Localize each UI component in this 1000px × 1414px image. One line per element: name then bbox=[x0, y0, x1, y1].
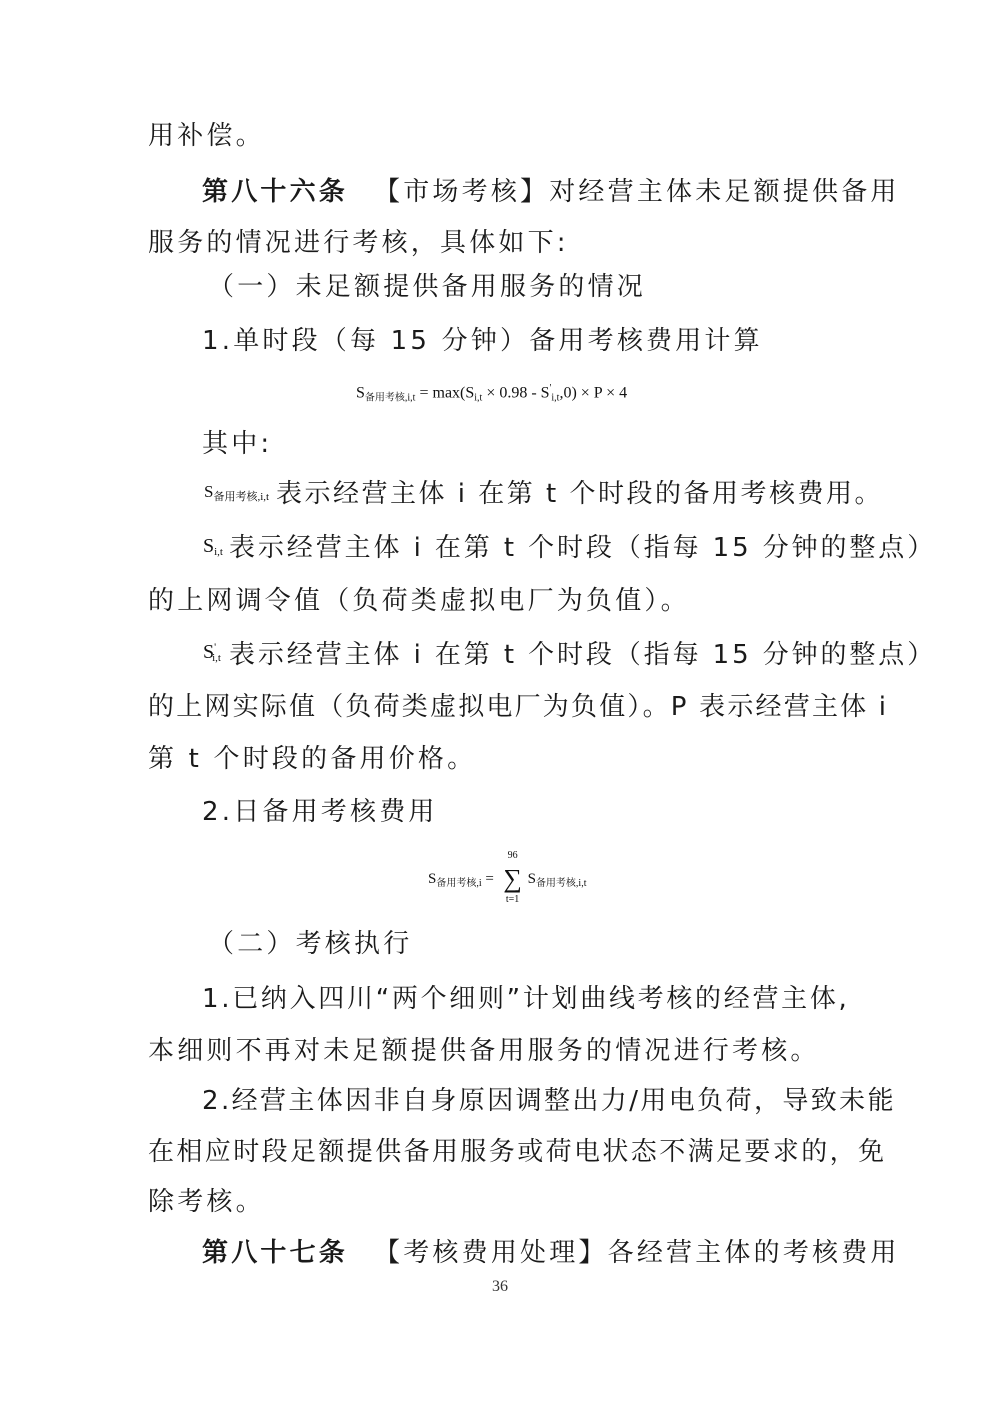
article-86-title: 第八十六条 bbox=[202, 177, 349, 207]
symbol-s-it: $S_{i,t}$ bbox=[203, 535, 223, 558]
paragraph-line: 的上网调令值（负荷类虚拟电厂为负值）。 bbox=[148, 586, 690, 616]
article-87-title: 第八十七条 bbox=[202, 1238, 349, 1268]
paragraph-line: 第 t 个时段的备用价格。 bbox=[148, 744, 477, 774]
section-heading-2: （二）考核执行 bbox=[208, 929, 413, 959]
formula-single-period: $S_{备用考核,i,t} = \max(S_{i,t} \times 0.98 - S'_{i,t},0) \times P \times 4$ bbox=[356, 383, 628, 404]
paragraph-line: 2.经营主体因非自身原因调整出力/用电负荷，导致未能 bbox=[202, 1086, 896, 1116]
paragraph-line: 表示经营主体 i 在第 t 个时段（指每 15 分钟的整点） bbox=[229, 533, 937, 563]
article-87-tag: 【考核费用处理】 bbox=[374, 1238, 608, 1268]
page-number: 36 bbox=[492, 1278, 508, 1295]
paragraph-line: 的上网实际值（负荷类虚拟电厂为负值）。P 表示经营主体 i bbox=[148, 692, 889, 722]
subsection-heading: 1.单时段（每 15 分钟）备用考核费用计算 bbox=[202, 326, 763, 356]
article-86-line: 第八十六条 【市场考核】对经营主体未足额提供备用 bbox=[202, 177, 900, 207]
symbol-s-it-actual: $S'_{i,t}$ bbox=[203, 641, 221, 664]
article-86-tag: 【市场考核】 bbox=[374, 177, 550, 207]
paragraph-line: 表示经营主体 i 在第 t 个时段（指每 15 分钟的整点） bbox=[229, 640, 937, 670]
article-87-line: 第八十七条 【考核费用处理】各经营主体的考核费用 bbox=[202, 1238, 900, 1268]
formula-daily: $S_{备用考核,i}$ = 96 ∑ t=1 $S_{备用考核,i,t}$ bbox=[428, 850, 587, 905]
summation-symbol: 96 ∑ t=1 bbox=[503, 850, 522, 905]
paragraph-line: 其中: bbox=[202, 429, 273, 459]
paragraph-line: 用补偿。 bbox=[148, 121, 265, 151]
section-heading-1: （一）未足额提供备用服务的情况 bbox=[208, 272, 647, 302]
paragraph-line: 在相应时段足额提供备用服务或荷电状态不满足要求的，免 bbox=[148, 1137, 887, 1167]
paragraph-line: 表示经营主体 i 在第 t 个时段的备用考核费用。 bbox=[276, 479, 883, 509]
paragraph-line: 除考核。 bbox=[148, 1187, 265, 1217]
paragraph-line: 服务的情况进行考核，具体如下: bbox=[148, 228, 569, 258]
symbol-s-assessment: $S_{备用考核,i,t}$ bbox=[204, 482, 270, 503]
subsection-heading: 2.日备用考核费用 bbox=[202, 797, 438, 827]
paragraph-line: 本细则不再对未足额提供备用服务的情况进行考核。 bbox=[148, 1036, 820, 1066]
paragraph-line: 1.已纳入四川“两个细则”计划曲线考核的经营主体, bbox=[202, 984, 850, 1014]
